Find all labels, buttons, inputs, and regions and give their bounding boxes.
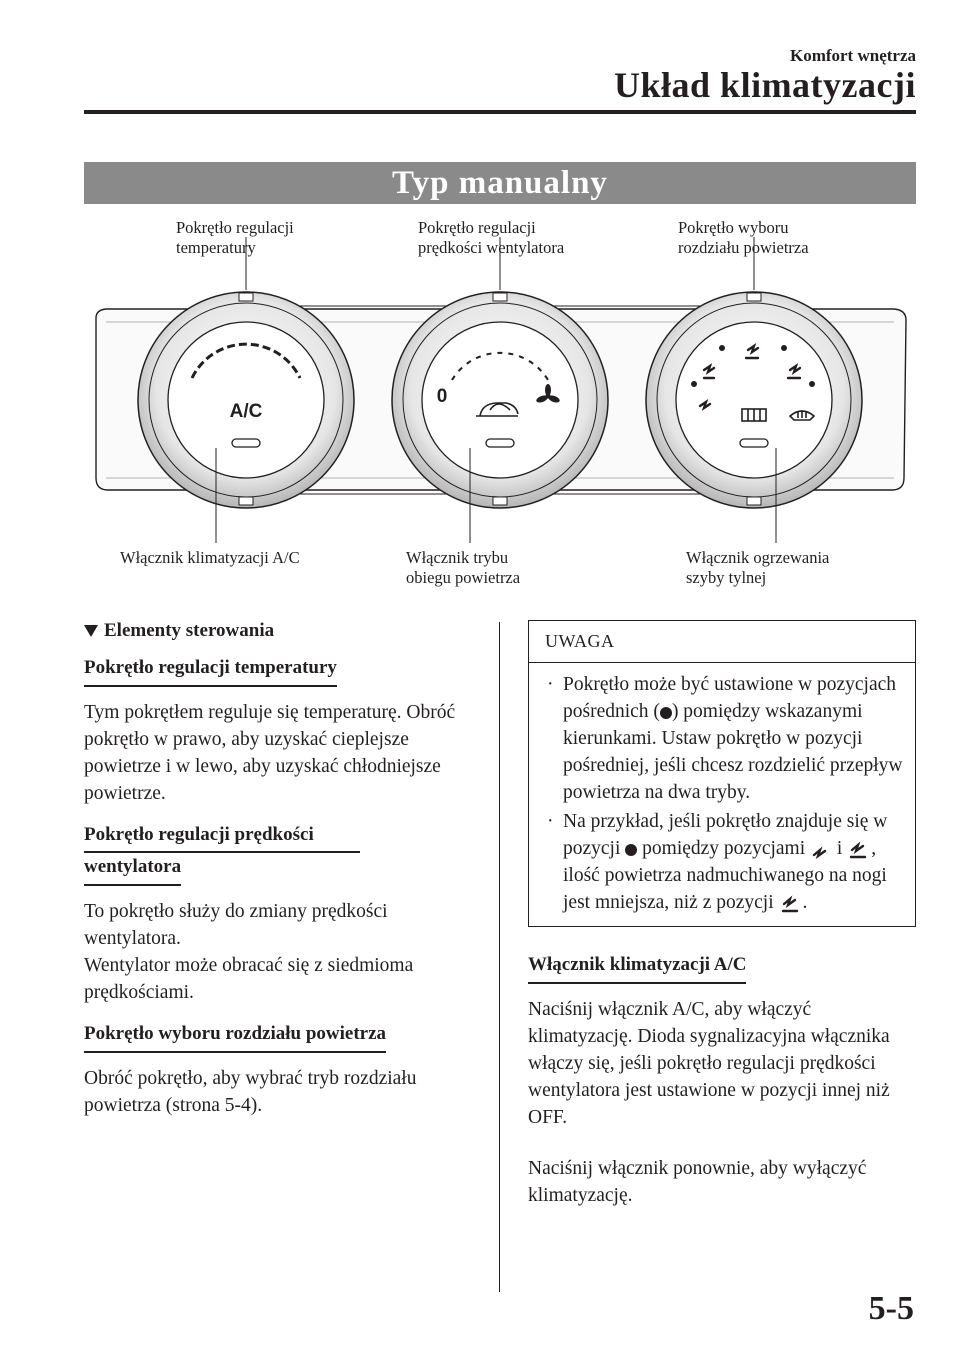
callout-recirculation-switch: Włącznik trybu obiegu powietrza [406, 548, 521, 587]
fan-description-1: To pokrętło służy do zmiany prędkości wentylatora. [84, 901, 388, 949]
term-temperature-knob: Pokrętło regulacji temperatury [84, 654, 337, 687]
intermediate-position-dot-icon [660, 707, 672, 719]
fan-description-2: Wentylator może obracać się z siedmioma prędkościami. [84, 955, 414, 1003]
note-item-2: · Na przykład, jeśli pokrętło znajduje się w pozycji pomiędzy pozycjami i , ilość powietrza nadmuchiwanego na nogi jest mniejsza, niż z pozycji . [547, 811, 888, 913]
ac-label: A/C [229, 401, 263, 422]
note-box [528, 620, 916, 927]
page-title: Układ klimatyzacji [614, 65, 916, 105]
vent-floor-defrost-icon [779, 894, 803, 914]
temperature-knob [138, 237, 354, 543]
mode-description: Obróć pokrętło, aby wybrać tryb rozdziału powietrza (strona 5-4). [84, 1068, 417, 1116]
note-item-1: · Pokrętło może być ustawione w pozycjach pośrednich ( ) pomiędzy wskazanymi kierunkami. Ustaw pokrętło w pozycji pośredniej, jeśli chcesz rozdzielić przepływ powietrza na dwa tryby. [547, 674, 903, 803]
note-title: UWAGA [529, 621, 915, 663]
callout-fan-knob: Pokrętło regulacji prędkości wentylatora [418, 218, 565, 257]
intermediate-position-dot-icon [625, 844, 637, 856]
vent-floor-defrost-icon [847, 840, 871, 860]
section-label: Komfort wnętrza [789, 46, 916, 65]
fan-speed-knob [392, 237, 608, 543]
vent-floor-icon [810, 841, 832, 859]
mode-knob [646, 237, 862, 543]
temperature-description: Tym pokrętłem reguluje się temperaturę. Obróć pokrętło w prawo, aby uzyskać cieplejsze powietrze i w lewo, aby uzyskać chłodniejsze powietrze. [84, 702, 456, 804]
header-rule [84, 110, 916, 114]
term-mode-knob: Pokrętło wyboru rozdziału powietrza [84, 1020, 386, 1053]
ac-description-1: Naciśnij włącznik A/C, aby włączyć klimatyzację. Dioda sygnalizacyjna włącznika włączy się, jeśli pokrętło regulacji prędkości wentylatora jest ustawione w pozycji innej niż OFF. [528, 999, 890, 1128]
term-fan-knob-line1: Pokrętło regulacji prędkości [84, 824, 314, 845]
callout-rear-defrost-switch: Włącznik ogrzewania szyby tylnej [686, 548, 830, 587]
control-panel-illustration [84, 210, 916, 590]
controls-heading: Elementy sterowania [84, 620, 482, 642]
section-banner: Typ manualny [84, 162, 916, 204]
right-column [528, 620, 916, 1223]
control-panel-diagram [84, 210, 916, 590]
term-fan-knob-line2: wentylatora [84, 853, 181, 886]
page-number: 5-5 [868, 1290, 914, 1327]
fan-zero-label: 0 [436, 386, 448, 407]
callout-mode-knob: Pokrętło wyboru rozdziału powietrza [678, 218, 809, 257]
callout-ac-switch: Włącznik klimatyzacji A/C [120, 548, 300, 567]
left-column [84, 620, 482, 1133]
term-ac-switch: Włącznik klimatyzacji A/C [528, 951, 746, 984]
ac-description-2: Naciśnij włącznik ponownie, aby wyłączyć klimatyzację. [528, 1158, 867, 1206]
triangle-bullet-icon [84, 625, 98, 637]
callout-temperature-knob: Pokrętło regulacji temperatury [176, 218, 294, 257]
column-divider [499, 622, 500, 1292]
